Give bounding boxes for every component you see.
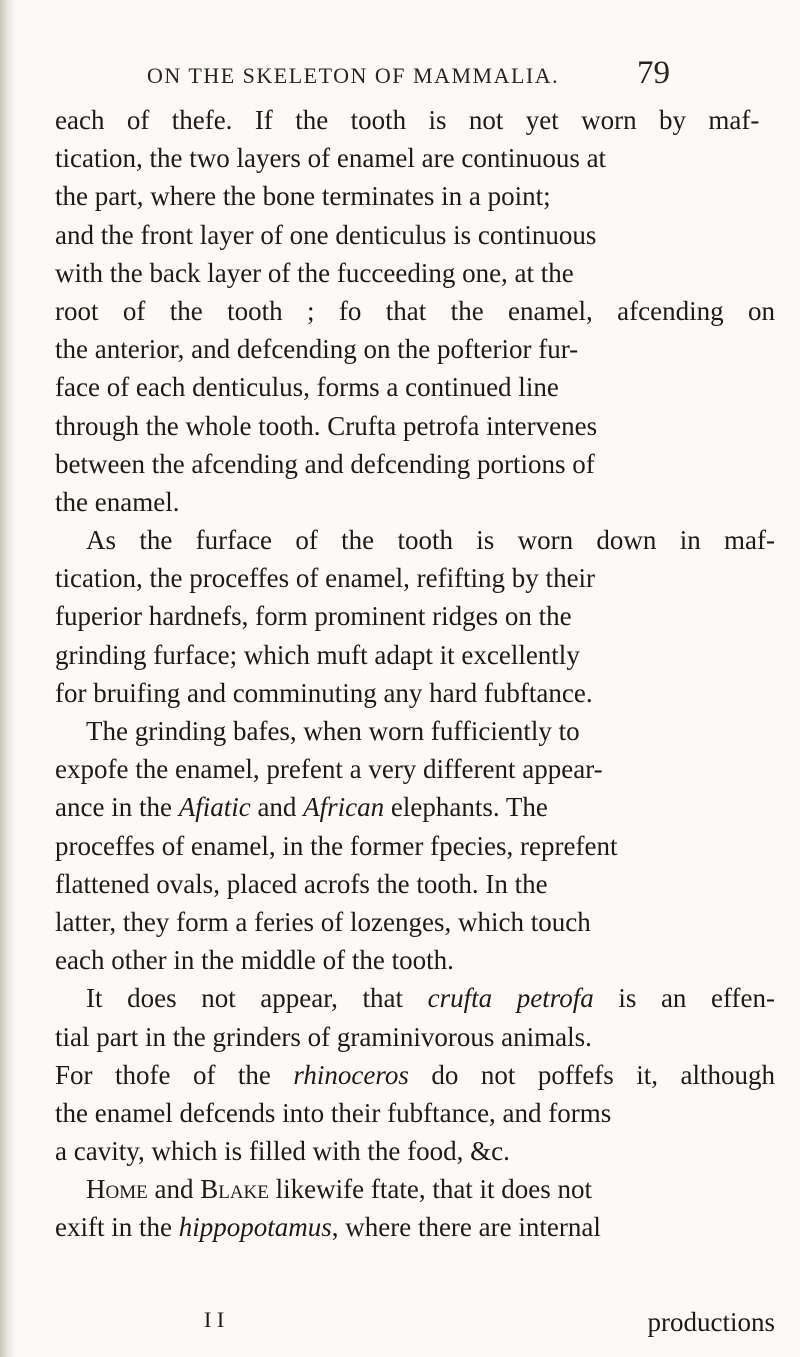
text-line: tication, the proceffes of enamel, refifting by their [55, 563, 596, 594]
text-line: and the front layer of one denticulus is continuous [55, 219, 597, 250]
author-name: Blake [200, 1174, 269, 1205]
text-line: ance in the Afiatic and African elephants. The [55, 792, 548, 823]
page-footer [55, 1307, 775, 1345]
text-line: the part, where the bone terminates in a point; [55, 181, 551, 212]
text-line: face of each denticulus, forms a continued line [55, 372, 559, 403]
running-head [0, 55, 800, 95]
text-line: grinding furface; which muft adapt it excellently [55, 639, 580, 670]
italic-term: African [303, 792, 385, 823]
text-line: the enamel defcends into their fubftance, and forms [55, 1097, 612, 1128]
italic-term: Afiatic [178, 792, 251, 823]
author-name: Home [86, 1174, 148, 1205]
text-line: between the afcending and defcending portions of [55, 448, 595, 479]
text-line: exift in the hippopotamus, where there are internal [55, 1212, 601, 1243]
text-line: flattened ovals, placed acrofs the tooth. In the [55, 868, 548, 899]
italic-term: crufta petrofa [427, 983, 594, 1014]
italic-term: hippopotamus [178, 1212, 332, 1243]
text-line: As the furface of the tooth is worn down in maf- [86, 525, 775, 556]
text-line: the enamel. [55, 486, 180, 517]
text-line: for bruifing and comminuting any hard fubftance. [55, 677, 593, 708]
text-line: each of thefe. If the tooth is not yet worn by maf- [55, 105, 760, 135]
text-line: latter, they form a feries of lozenges, which touch [55, 906, 591, 937]
binding-gutter [0, 0, 16, 1357]
text-line: a cavity, which is filled with the food, &c. [55, 1136, 510, 1167]
text-line: tication, the two layers of enamel are continuous at [55, 143, 607, 174]
body-text [55, 101, 775, 1247]
text-line: through the whole tooth. Crufta petrofa intervenes [55, 410, 598, 441]
text-line: with the back layer of the fucceeding one, at the [55, 257, 574, 288]
text-line: fuperior hardnefs, form prominent ridges on the [55, 601, 572, 632]
text-line: root of the tooth ; fo that the enamel, afcending on [55, 295, 775, 326]
running-title: ON THE SKELETON OF MAMMALIA. [147, 63, 560, 88]
text-line: Home and Blake likewife ftate, that it does not [86, 1174, 593, 1205]
catchword: productions [647, 1307, 775, 1337]
text-line: The grinding bafes, when worn fufficiently to [86, 716, 580, 746]
text-line: For thofe of the rhinoceros do not poffefs it, although [55, 1059, 775, 1090]
signature-mark: I I [204, 1307, 225, 1332]
text-line: the anterior, and defcending on the pofterior fur- [55, 334, 579, 365]
text-line: It does not appear, that crufta petrofa is an effen- [86, 983, 775, 1014]
text-line: tial part in the grinders of graminivorous animals. [55, 1021, 592, 1052]
text-line: expofe the enamel, prefent a very different appear- [55, 754, 603, 785]
text-line: each other in the middle of the tooth. [55, 945, 454, 976]
text-line: proceffes of enamel, in the former fpecies, reprefent [55, 830, 618, 861]
page-number: 79 [637, 55, 670, 91]
italic-term: rhinoceros [293, 1059, 409, 1090]
